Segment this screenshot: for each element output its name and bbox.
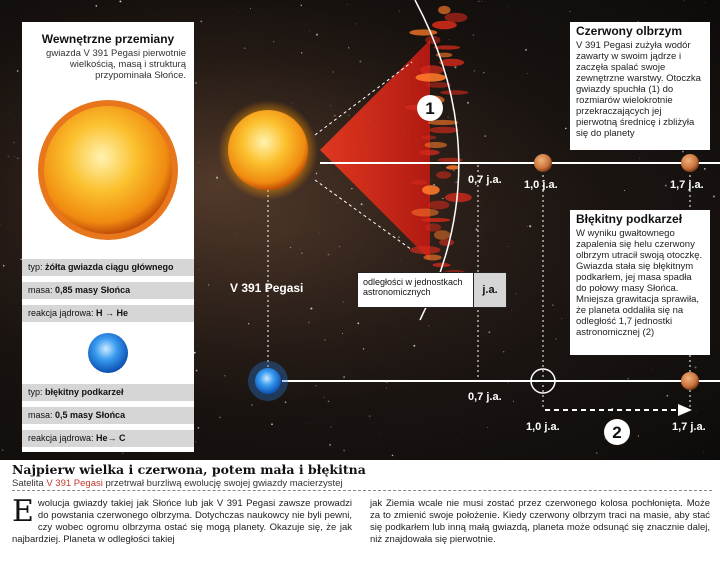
flare [411,209,438,217]
flare [411,180,427,185]
blue-reaction-value: He→ C [96,433,126,443]
background-star [483,72,484,73]
article-col1-text: wolucja gwiazdy takiej jak Słońce lub jak V 391 Pegasi zawsze prowadzi do powstania czerwonego olbrzyma. Dotychczas naukowcy nie byli pewni, czy wobec ogromu olbrzyma ostać się mogą planety. Okazuje się, że jak najbardziej. Planeta w odległości takiej [12,498,352,545]
background-star [666,395,668,397]
background-star [9,113,10,114]
background-star [333,71,334,72]
flare [421,218,450,222]
dist-07-top: 0,7 j.a. [468,174,502,186]
background-star [561,318,562,319]
article-col2-text: jak Ziemia wcale nie musi zostać przez czerwonego kolosa pochłonięta. Może za to zmienić swoje położenie. Kiedy czerwony olbrzym traci na masie, aby stać się podkarłem lub inną małą gwiazdą, planeta może odsunąć się znacznie dalej, niż znajdowała się pierwotnie. [370,498,710,545]
background-star [2,449,4,451]
caption-subtitle-suffix: przetrwał burzliwą ewolucję swojej gwiazdy macierzystej [102,478,343,489]
flare [446,165,460,169]
background-star [665,185,667,187]
yellow-reaction-label: reakcja jądrowa: [28,308,94,318]
background-star [454,66,456,68]
background-star [478,1,479,2]
background-star [511,310,512,311]
blue-mass-value: 0,5 masy Słońca [55,410,126,420]
blue-reaction-label: reakcja jądrowa: [28,433,94,443]
background-star [329,444,331,446]
background-star [347,4,348,5]
background-star [682,151,684,153]
background-star [250,8,251,9]
caption [12,462,712,489]
background-star [487,427,488,428]
yellow-mass-row [22,282,194,299]
background-star [309,31,310,32]
background-star [301,252,303,254]
background-star [400,261,401,262]
background-star [244,47,246,49]
background-star [488,331,490,333]
background-star [359,61,361,63]
yellow-type-value: żółta gwiazda ciągu głównego [45,262,174,272]
background-star [713,195,715,197]
background-star [224,375,225,376]
yellow-mass-value: 0,85 masy Słońca [55,285,131,295]
background-star [343,449,345,451]
article-column-2 [370,498,710,546]
yellow-mass-label: masa: [28,285,53,295]
background-star [628,378,629,379]
red-giant-box [570,22,710,150]
flare [409,29,437,35]
background-star [271,423,273,425]
background-star [503,351,504,352]
yellow-type-label: typ: [28,262,43,272]
caption-title: Najpierw wielka i czerwona, potem mała i błękitna [12,462,366,477]
background-star [361,203,363,205]
background-star [449,39,450,40]
left-panel-title: Wewnętrzne przemiany [41,32,175,46]
yellow-star [228,110,308,190]
background-star [248,323,249,324]
flare [426,223,441,232]
background-star [316,173,317,174]
background-star [527,73,528,74]
background-star [463,432,464,433]
yellow-reaction-row [22,305,194,322]
background-star [392,455,394,457]
flare [423,255,441,261]
background-star [513,401,514,402]
background-star [199,269,200,270]
background-star [399,11,400,12]
background-star [467,102,469,104]
caption-subtitle-highlight: V 391 Pegasi [46,478,103,489]
flare [440,90,468,95]
flare [425,142,447,148]
background-star [697,411,698,412]
flare [416,73,447,81]
background-star [330,105,331,106]
left-panel-description: gwiazda V 391 Pegasi pierwotnie wielkością, masą i strukturą przypominała Słońce. [46,48,186,81]
left-info-panel [22,22,194,452]
background-star [211,57,212,58]
background-star [652,368,653,369]
background-star [705,2,706,3]
background-star [455,181,457,183]
background-star [308,322,310,324]
background-star [398,236,400,238]
dist-07-bottom: 0,7 j.a. [468,391,502,403]
blue-dwarf-title: Błękitny podkarzeł [576,212,683,226]
background-star [310,307,312,309]
blue-dwarf-box [570,210,710,355]
dist-17-bottom: 1,7 j.a. [672,421,706,433]
background-star [301,5,302,6]
planet-top-end [681,154,699,172]
background-star [569,11,570,12]
background-star [507,246,508,247]
background-star [328,401,329,402]
red-giant-title: Czerwony olbrzym [576,24,683,38]
yellow-star-large [44,106,172,234]
flare [445,13,468,22]
background-star [703,452,704,453]
units-legend [357,272,507,308]
background-star [342,333,343,334]
background-star [552,304,553,305]
background-star [428,325,429,326]
background-star [3,265,5,267]
flare [436,171,451,178]
background-star [236,235,237,236]
caption-subtitle [12,478,712,489]
background-star [343,301,344,302]
background-star [316,34,318,36]
blue-mass-label: masa: [28,410,53,420]
background-star [639,158,640,159]
background-star [198,427,200,429]
background-star [194,352,196,354]
legend-text: odległości w jednostkach astronomicznych [363,277,463,297]
background-star [604,438,605,439]
background-star [219,417,220,418]
blue-mass-row [22,407,194,424]
background-star [95,5,97,7]
background-star [216,177,218,179]
background-star [357,322,359,324]
background-star [290,247,291,248]
background-star [348,47,349,48]
background-star [596,452,598,454]
background-star [484,135,486,137]
background-star [527,226,528,227]
blue-dwarf-text: W wyniku gwałtownego zapalenia się helu czerwony olbrzym utracił swoją otoczkę. Gwiazda stała się błękitnym podkarłem, jej masa spadła do połowy masy Słońca. Mniejsza grawitacja sprawiła, że planeta oddaliła się na odległość 1,7 jednostki astronomicznej (2) [576,228,703,338]
caption-divider [12,490,712,491]
background-star [13,142,15,144]
marker-1: 1 [425,99,435,118]
background-star [119,0,121,2]
background-star [334,115,336,117]
background-star [529,225,531,227]
background-star [624,190,625,191]
flare [439,239,454,246]
blue-type-value: błękitny podkarzeł [45,387,124,397]
background-star [238,12,239,13]
background-star [122,453,123,454]
flare [421,135,437,139]
background-star [578,189,579,190]
background-star [200,21,202,23]
background-star [481,1,482,2]
marker-2: 2 [612,423,622,442]
dist-17-top: 1,7 j.a. [670,179,704,191]
background-star [327,253,329,255]
background-star [8,156,10,158]
background-star [17,70,19,72]
background-star [14,156,15,157]
background-star [348,115,349,116]
caption-subtitle-prefix: Satelita [12,478,47,489]
dist-10-top: 1,0 j.a. [524,179,558,191]
background-star [195,441,196,442]
background-star [291,102,292,103]
background-star [309,423,310,424]
background-star [363,348,364,349]
background-star [351,188,352,189]
background-star [325,339,326,340]
background-star [473,35,474,36]
flare [422,185,440,195]
background-star [516,294,517,295]
background-star [442,198,443,199]
background-star [380,434,381,435]
blue-type-row [22,384,194,401]
background-star [353,258,354,259]
blue-star [255,368,281,394]
planet-bottom [681,372,699,390]
background-star [369,415,371,417]
background-star [555,338,557,340]
star-name-label: V 391 Pegasi [230,281,304,295]
blue-star-large [88,333,128,373]
background-star [413,345,415,347]
blue-reaction-row [22,430,194,447]
flare [432,21,457,30]
background-star [694,366,696,368]
background-star [300,249,301,250]
background-star [343,376,344,377]
flare [428,201,450,210]
background-star [565,128,567,130]
background-star [684,0,685,1]
background-star [315,385,316,386]
background-star [448,117,449,118]
background-star [355,23,356,24]
flare [438,6,450,15]
background-star [17,158,18,159]
background-star [330,426,332,428]
flare [445,193,472,202]
flare [410,246,441,254]
article-dropcap: E [12,494,34,529]
star-illustrations [22,90,194,270]
background-star [208,284,209,285]
background-star [704,168,706,170]
background-star [507,6,508,7]
background-star [198,162,199,163]
flare [429,127,458,134]
blue-star-illustration [22,327,194,377]
planet-top [534,154,552,172]
background-star [195,82,197,84]
red-giant-text: V 391 Pegasi zużyła wodór zawarty w swoim jądrze i zaczęła spalać swoje zewnętrzne warstwy. Otoczka gwiazdy spuchła (1) do rozmiarów wielokrotnie przekraczających jej pierwotną średnicę i zbliżyła się do planety [576,40,701,139]
flare [434,230,450,239]
dist-10-bottom: 1,0 j.a. [526,421,560,433]
legend-unit: j.a. [473,273,506,307]
yellow-reaction-value: H → He [96,308,129,318]
background-star [339,246,341,248]
background-star [285,401,287,403]
background-star [301,52,302,53]
article-column-1 [12,494,352,546]
background-star [474,70,476,72]
background-star [319,233,320,234]
background-star [323,397,324,398]
background-star [121,17,122,18]
background-star [638,436,639,437]
background-star [454,170,455,171]
background-star [273,41,274,42]
background-star [337,202,338,203]
background-star [196,370,198,372]
flare [419,150,439,156]
background-star [476,228,478,230]
background-star [251,404,253,406]
yellow-type-row [22,259,194,276]
background-star [386,388,387,389]
background-star [525,49,527,51]
blue-type-label: typ: [28,387,43,397]
